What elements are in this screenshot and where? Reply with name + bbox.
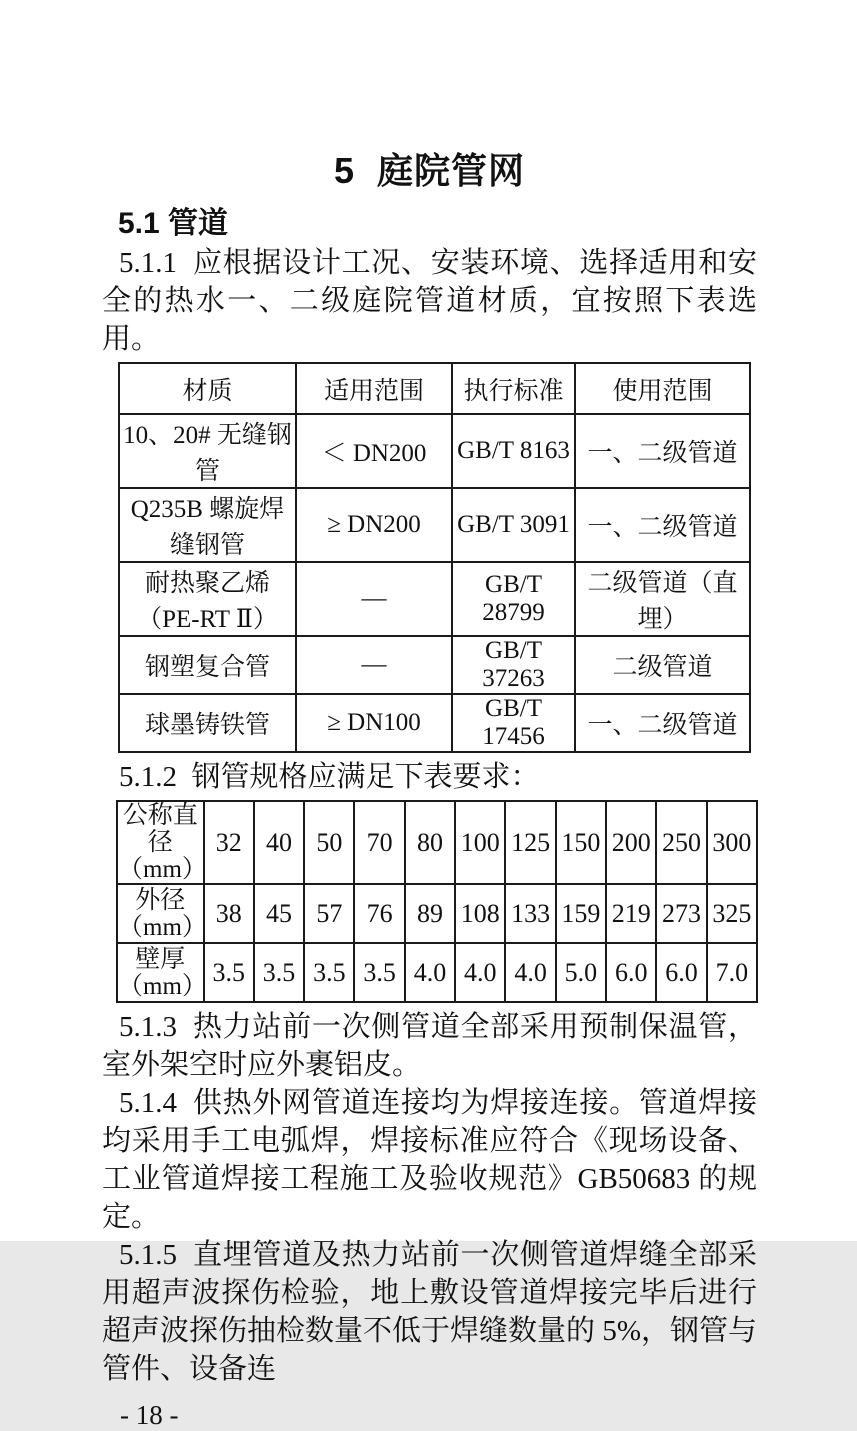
spec-row-wall-thickness [117, 943, 757, 1002]
spec-value: 3.5 [204, 943, 254, 1002]
table-row [119, 636, 750, 694]
spec-value: 7.0 [707, 943, 757, 1002]
spec-value: 273 [656, 884, 706, 943]
material-cell: Q235B 螺旋焊缝钢管 [119, 488, 296, 562]
material-cell: 钢塑复合管 [119, 636, 296, 694]
spec-value: 32 [204, 801, 254, 884]
material-cell: 球墨铸铁管 [119, 694, 296, 752]
spec-value: 4.0 [405, 943, 455, 1002]
spec-value: 3.5 [254, 943, 304, 1002]
table-row [119, 414, 750, 488]
range-cell: ＜ DN200 [296, 414, 452, 488]
usage-cell: 一、二级管道 [575, 488, 750, 562]
spec-value: 133 [505, 884, 555, 943]
spec-value: 325 [707, 884, 757, 943]
spec-value: 250 [656, 801, 706, 884]
spec-value: 4.0 [455, 943, 505, 1002]
spec-value: 70 [354, 801, 404, 884]
spec-value: 45 [254, 884, 304, 943]
spec-value: 159 [556, 884, 606, 943]
material-selection-table [118, 362, 751, 753]
spec-row-unit: （mm） [118, 913, 207, 941]
spec-row-unit: （mm） [118, 972, 207, 1000]
usage-cell: 二级管道 [575, 636, 750, 694]
spec-row-header [117, 884, 207, 943]
spec-value: 3.5 [354, 943, 404, 1002]
page-number: - 18 - [120, 1400, 179, 1430]
material-cell: 10、20# 无缝钢管 [119, 414, 296, 488]
clause-5-1-4: 5.1.4 供热外网管道连接均为焊接连接。管道焊接均采用手工电弧焊，焊接标准应符合《现场设备、工业管道焊接工程施工及验收规范》GB50683 的规定。 [102, 1087, 757, 1233]
standard-cell: GB/T 3091 [452, 488, 575, 562]
spec-value: 125 [505, 801, 555, 884]
material-table-header-row [119, 363, 750, 414]
spec-row-label: 公称直径 [122, 802, 198, 856]
usage-cell: 一、二级管道 [575, 694, 750, 752]
spec-value: 6.0 [606, 943, 656, 1002]
spec-value: 5.0 [556, 943, 606, 1002]
clause-5-1-3: 5.1.3 热力站前一次侧管道全部采用预制保温管，室外架空时应外裹铝皮。 [102, 1011, 757, 1081]
spec-row-label: 外径 [135, 886, 186, 914]
pipe-spec-table [116, 800, 758, 1003]
clause-5-1-2: 5.1.2 钢管规格应满足下表要求： [119, 761, 540, 793]
clause-5-1-1: 5.1.1 应根据设计工况、安装环境、选择适用和安全的热水一、二级庭院管道材质，宜按照下表选用。 [102, 247, 757, 355]
clause-5-1-5: 5.1.5 直埋管道及热力站前一次侧管道焊缝全部采用超声波探伤检验，地上敷设管道焊接完毕后进行超声波探伤抽检数量不低于焊缝数量的 5%，钢管与管件、设备连 [102, 1239, 757, 1385]
spec-value: 50 [304, 801, 354, 884]
spec-value: 38 [204, 884, 254, 943]
page-title: 5 庭院管网 [333, 150, 526, 191]
spec-value: 219 [606, 884, 656, 943]
table-row [119, 562, 750, 636]
spec-value: 89 [405, 884, 455, 943]
table-row [119, 694, 750, 752]
spec-value: 40 [254, 801, 304, 884]
section-heading-5-1: 5.1 管道 [118, 207, 229, 240]
usage-cell: 二级管道（直埋） [575, 562, 750, 636]
material-table-header-material: 材质 [119, 363, 296, 414]
spec-value: 200 [606, 801, 656, 884]
material-table-header-usage-range: 使用范围 [575, 363, 750, 414]
spec-value: 4.0 [505, 943, 555, 1002]
spec-value: 300 [707, 801, 757, 884]
spec-value: 150 [556, 801, 606, 884]
spec-row-header [117, 801, 207, 884]
material-cell: 耐热聚乙烯（PE-RT Ⅱ） [119, 562, 296, 636]
spec-row-header [117, 943, 207, 1002]
range-cell: ≥ DN200 [296, 488, 452, 562]
spec-row-outer-diameter [117, 884, 757, 943]
spec-value: 3.5 [304, 943, 354, 1002]
spec-value: 108 [455, 884, 505, 943]
table-row [119, 488, 750, 562]
range-cell: — [296, 636, 452, 694]
spec-value: 100 [455, 801, 505, 884]
range-cell: — [296, 562, 452, 636]
standard-cell: GB/T 17456 [452, 694, 575, 752]
material-table-header-applicable-range: 适用范围 [296, 363, 452, 414]
standard-cell: GB/T 8163 [452, 414, 575, 488]
spec-row-label: 壁厚 [135, 945, 186, 973]
spec-value: 6.0 [656, 943, 706, 1002]
usage-cell: 一、二级管道 [575, 414, 750, 488]
spec-value: 57 [304, 884, 354, 943]
spec-row-unit: （mm） [118, 856, 207, 883]
standard-cell: GB/T 37263 [452, 636, 575, 694]
spec-row-nominal-diameter [117, 801, 757, 884]
material-table-header-standard: 执行标准 [452, 363, 575, 414]
spec-value: 80 [405, 801, 455, 884]
range-cell: ≥ DN100 [296, 694, 452, 752]
standard-cell: GB/T 28799 [452, 562, 575, 636]
spec-value: 76 [354, 884, 404, 943]
